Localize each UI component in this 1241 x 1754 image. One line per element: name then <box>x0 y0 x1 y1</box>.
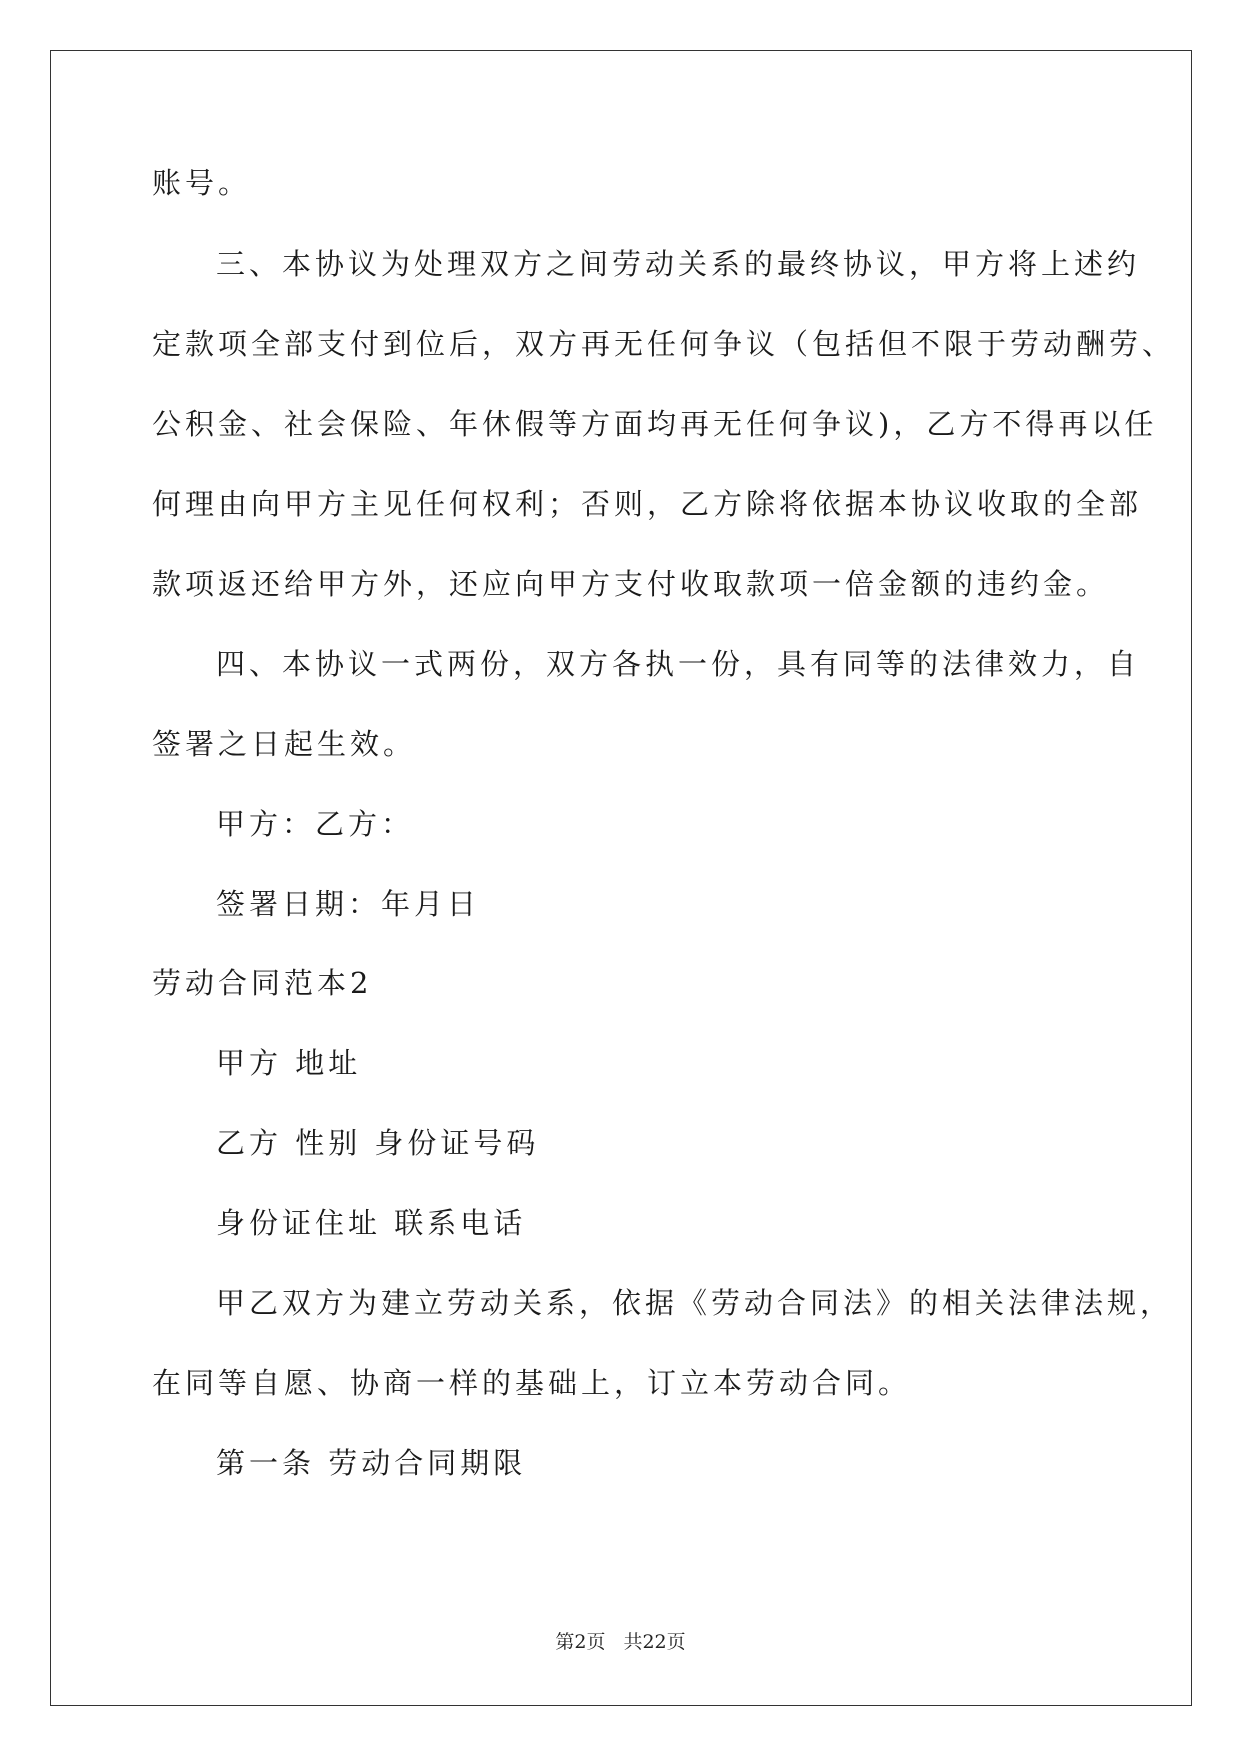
text-line: 签署之日起生效。 <box>152 727 417 761</box>
text-line: 第一条 劳动合同期限 <box>216 1446 527 1480</box>
text-line: 乙方 性别 身份证号码 <box>216 1126 540 1160</box>
text-line: 在同等自愿、协商一样的基础上，订立本劳动合同。 <box>152 1366 912 1400</box>
text-line: 签署日期：年月日 <box>216 887 481 921</box>
text-line: 账号。 <box>152 166 252 200</box>
text-line: 甲方：乙方： <box>216 807 415 841</box>
text-line: 甲方 地址 <box>216 1046 362 1080</box>
text-line: 身份证住址 联系电话 <box>216 1206 527 1240</box>
text-line: 定款项全部支付到位后，双方再无任何争议（包括但不限于劳动酬劳、 <box>152 327 1176 361</box>
text-line: 何理由向甲方主见任何权利；否则，乙方除将依据本协议收取的全部 <box>152 487 1143 521</box>
text-line: 三、本协议为处理双方之间劳动关系的最终协议，甲方将上述约 <box>216 247 1141 281</box>
page-number: 第2页 <box>555 1631 606 1653</box>
section-heading: 劳动合同范本2 <box>152 966 373 1000</box>
text-line: 公积金、社会保险、年休假等方面均再无任何争议)，乙方不得再以任 <box>152 407 1158 441</box>
text-line: 四、本协议一式两份，双方各执一份，具有同等的法律效力，自 <box>216 647 1141 681</box>
page-footer <box>0 1630 1241 1654</box>
text-line: 款项返还给甲方外，还应向甲方支付收取款项一倍金额的违约金。 <box>152 567 1110 601</box>
page-total: 共22页 <box>623 1631 686 1653</box>
text-line: 甲乙双方为建立劳动关系，依据《劳动合同法》的相关法律法规， <box>216 1286 1174 1320</box>
